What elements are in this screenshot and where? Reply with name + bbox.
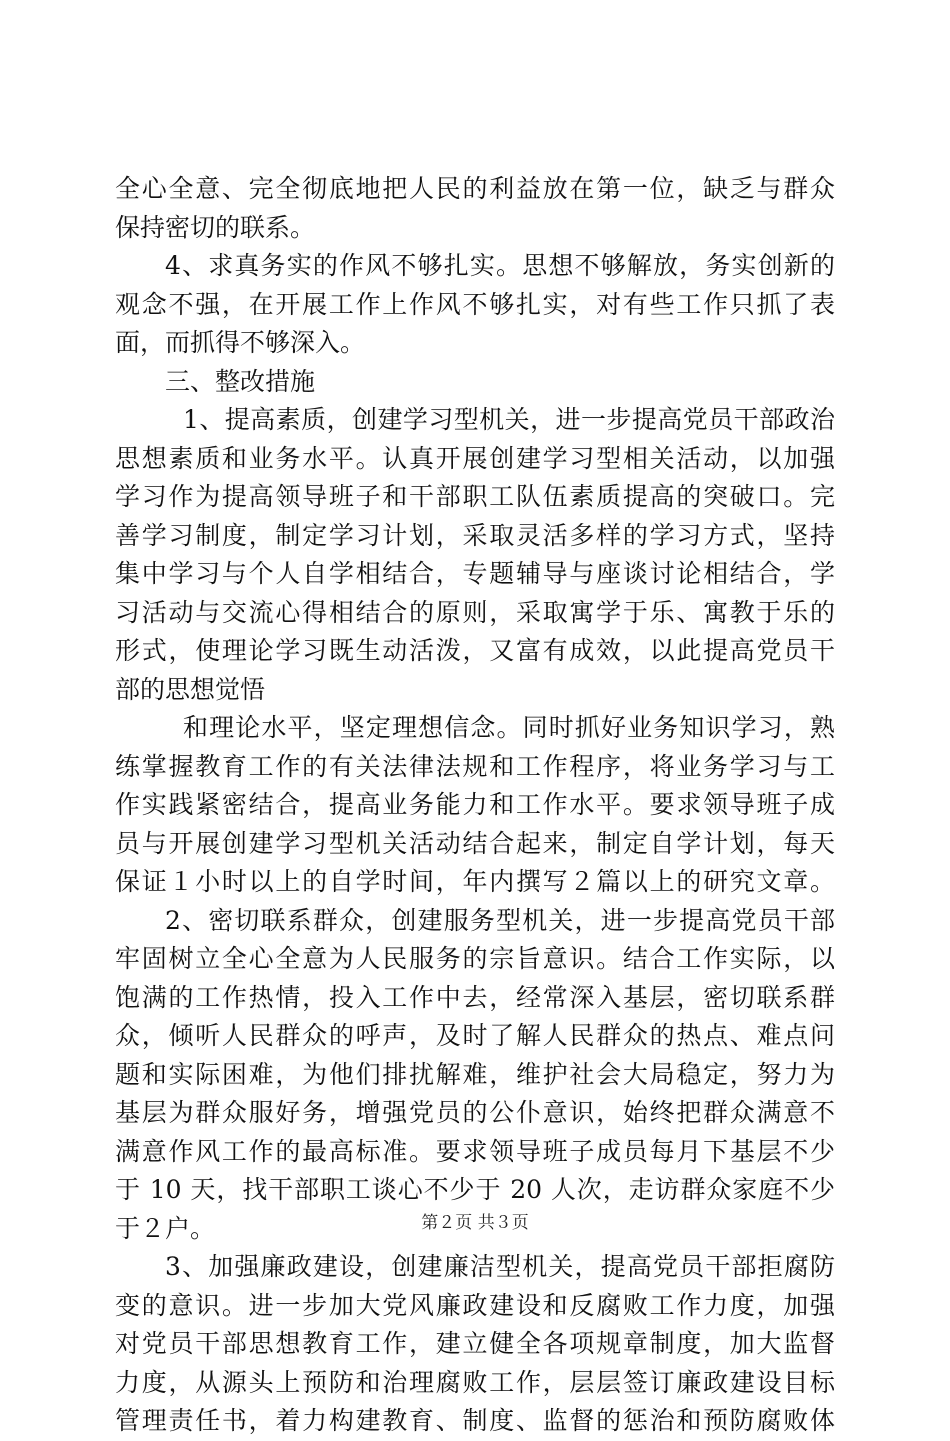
text-line: 部的思想觉悟 (115, 674, 266, 704)
text-line: 和理论水平，坚定理想信念。同时抓好业务知识学习，熟 (183, 713, 835, 742)
text-line: 2、密切联系群众，创建服务型机关，进一步提高党员干部 (165, 905, 835, 935)
text-line: 3、加强廉政建设，创建廉洁型机关，提高党员干部拒腐防 (165, 1252, 835, 1281)
text-line: 题和实际困难，为他们排扰解难，维护社会大局稳定，努力为 (115, 1059, 835, 1089)
text-line: 全心全意、完全彻底地把人民的利益放在第一位，缺乏与群众 (115, 174, 835, 203)
text-line: 4、求真务实的作风不够扎实。思想不够解放，务实创新的 (165, 251, 835, 280)
text-line: 于２户。 (115, 1213, 216, 1243)
text-line: 变的意识。进一步加大党风廉政建设和反腐败工作力度，加强 (115, 1290, 835, 1320)
text-line: 保持密切的联系。 (115, 212, 316, 242)
text-line: 员与开展创建学习型机关活动结合起来，制定自学计划，每天 (115, 828, 835, 858)
text-line: 练掌握教育工作的有关法律法规和工作程序，将业务学习与工 (115, 751, 835, 781)
text-line: 作实践紧密结合，提高业务能力和工作水平。要求领导班子成 (115, 790, 835, 819)
text-line: 基层为群众服好务，增强党员的公仆意识，始终把群众满意不 (115, 1098, 835, 1127)
text-line: 饱满的工作热情，投入工作中去，经常深入基层，密切联系群 (115, 982, 835, 1012)
document-body (115, 170, 835, 1441)
page-number-label: 第２页 共３页 (421, 1213, 529, 1233)
text-line: 满意作风工作的最高标准。要求领导班子成员每月下基层不少 (115, 1136, 835, 1166)
text-line: 于 10 天，找干部职工谈心不少于 20 人次，走访群众家庭不少 (115, 1175, 835, 1204)
text-line: 习活动与交流心得相结合的原则，采取寓学于乐、寓教于乐的 (115, 597, 835, 627)
text-line: 面，而抓得不够深入。 (115, 328, 366, 357)
text-line: 思想素质和业务水平。认真开展创建学习型相关活动，以加强 (115, 443, 835, 473)
text-line: 善学习制度，制定学习计划，采取灵活多样的学习方式，坚持 (115, 520, 835, 550)
text-line: 牢固树立全心全意为人民服务的宗旨意识。结合工作实际，以 (115, 944, 835, 973)
text-line: 集中学习与个人自学相结合，专题辅导与座谈讨论相结合，学 (115, 559, 835, 588)
text-line: 管理责任书，着力构建教育、制度、监督的惩治和预防腐败体 (115, 1406, 835, 1435)
text-line: 形式，使理论学习既生动活泼，又富有成效，以此提高党员干 (115, 636, 835, 665)
text-line: 力度，从源头上预防和治理腐败工作，层层签订廉政建设目标 (115, 1367, 835, 1397)
section-heading: 三、整改措施 (165, 366, 316, 396)
text-line: 众，倾听人民群众的呼声，及时了解人民群众的热点、难点问 (115, 1021, 835, 1050)
page-footer (0, 1211, 950, 1235)
text-line: 保证１小时以上的自学时间，年内撰写２篇以上的研究文章。 (115, 867, 835, 896)
text-line: 观念不强，在开展工作上作风不够扎实，对有些工作只抓了表 (115, 289, 835, 319)
text-line: 学习作为提高领导班子和干部职工队伍素质提高的突破口。完 (115, 482, 835, 511)
text-line: 1、提高素质，创建学习型机关，进一步提高党员干部政治 (183, 405, 835, 434)
text-line: 对党员干部思想教育工作，建立健全各项规章制度，加大监督 (115, 1329, 835, 1358)
